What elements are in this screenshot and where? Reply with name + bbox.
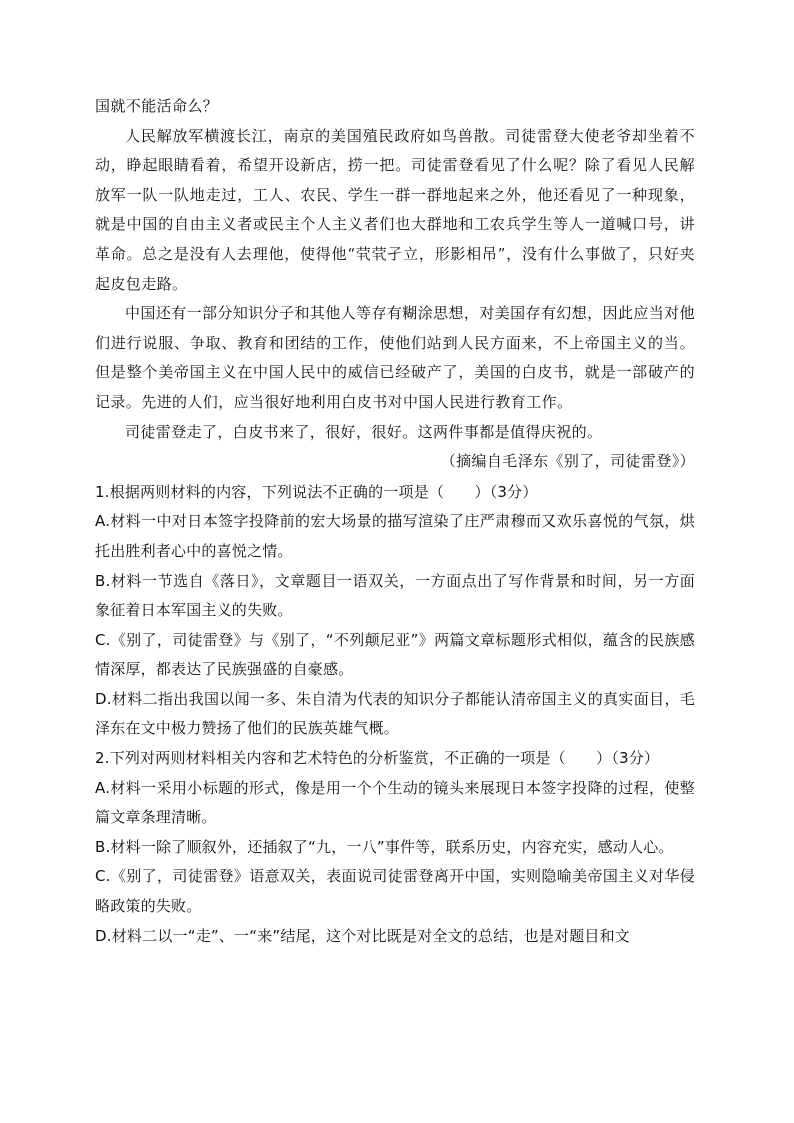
- question-1-option-c: C.《别了，司徒雷登》与《别了，“不列颠尼亚”》两篇文章标题形式相似，蕴含的民族感情深厚，都表达了民族强盛的自豪感。: [95, 630, 695, 679]
- document-page: [95, 92, 695, 951]
- passage-paragraph-2: 中国还有一部分知识分子和其他人等存有糊涂思想，对美国存有幻想，因此应当对他们进行说服、争取、教育和团结的工作，使他们站到人民方面来，不上帝国主义的当。但是整个美帝国主义在中国人民中的威信已经破产了，美国的白皮书，就是一部破产的记录。先进的人们，应当很好地利用白皮书对中国人民进行教育工作。: [95, 304, 695, 411]
- question-2-option-c: C.《别了，司徒雷登》语意双关，表面说司徒雷登离开中国，实则隐喻美帝国主义对华侵略政策的失败。: [95, 867, 695, 916]
- question-2-stem: 2.下列对两则材料相关内容和艺术特色的分析鉴赏，不正确的一项是（ ）（3分）: [95, 749, 660, 768]
- question-1-option-b: B.材料一节选自《落日》，文章题目一语双关，一方面点出了写作背景和时间，另一方面象征着日本军国主义的失败。: [95, 571, 695, 620]
- question-1-stem: 1.根据两则材料的内容，下列说法不正确的一项是（ ）（3分）: [95, 482, 538, 501]
- question-1-option-a: A.材料一中对日本签字投降前的宏大场景的描写渲染了庄严肃穆而又欢乐喜悦的气氛，烘托出胜利者心中的喜悦之情。: [95, 512, 695, 560]
- question-2-option-a: A.材料一采用小标题的形式，像是用一个个生动的镜头来展现日本签字投降的过程，使整篇文章条理清晰。: [95, 778, 695, 827]
- passage-source: （摘编自毛泽东《别了，司徒雷登》）: [440, 452, 695, 471]
- question-2-option-d: D.材料二以一“走”、一“来”结尾，这个对比既是对全文的总结，也是对题目和文: [95, 926, 631, 945]
- question-1: [95, 478, 695, 744]
- passage-paragraph-3: 司徒雷登走了，白皮书来了，很好，很好。这两件事都是值得庆祝的。: [125, 422, 603, 441]
- passage-paragraph-continued: 国就不能活命么？: [95, 97, 219, 115]
- passage-paragraph-1: 人民解放军横渡长江，南京的美国殖民政府如鸟兽散。司徒雷登大使老爷却坐着不动，睁起眼睛看着，希望开设新店，捞一把。司徒雷登看见了什么呢？除了看见人民解放军一队一队地走过，工人、农民、学生一群一群地起来之外，他还看见了一种现象，就是中国的自由主义者或民主个人主义者们也大群地和工农兵学生等人一道喊口号，讲革命。总之是没有人去理他，使得他“茕茕孑立，形影相吊”，没有什么事做了，只好夹起皮包走路。: [95, 126, 695, 293]
- question-2-option-b: B.材料一除了顺叙外，还插叙了“九，一八”事件等，联系历史，内容充实，感动人心。: [95, 837, 674, 856]
- question-1-option-d: D.材料二指出我国以闻一多、朱自清为代表的知识分子都能认清帝国主义的真实面目，毛泽东在文中极力赞扬了他们的民族英雄气概。: [95, 689, 695, 738]
- question-2: [95, 744, 695, 951]
